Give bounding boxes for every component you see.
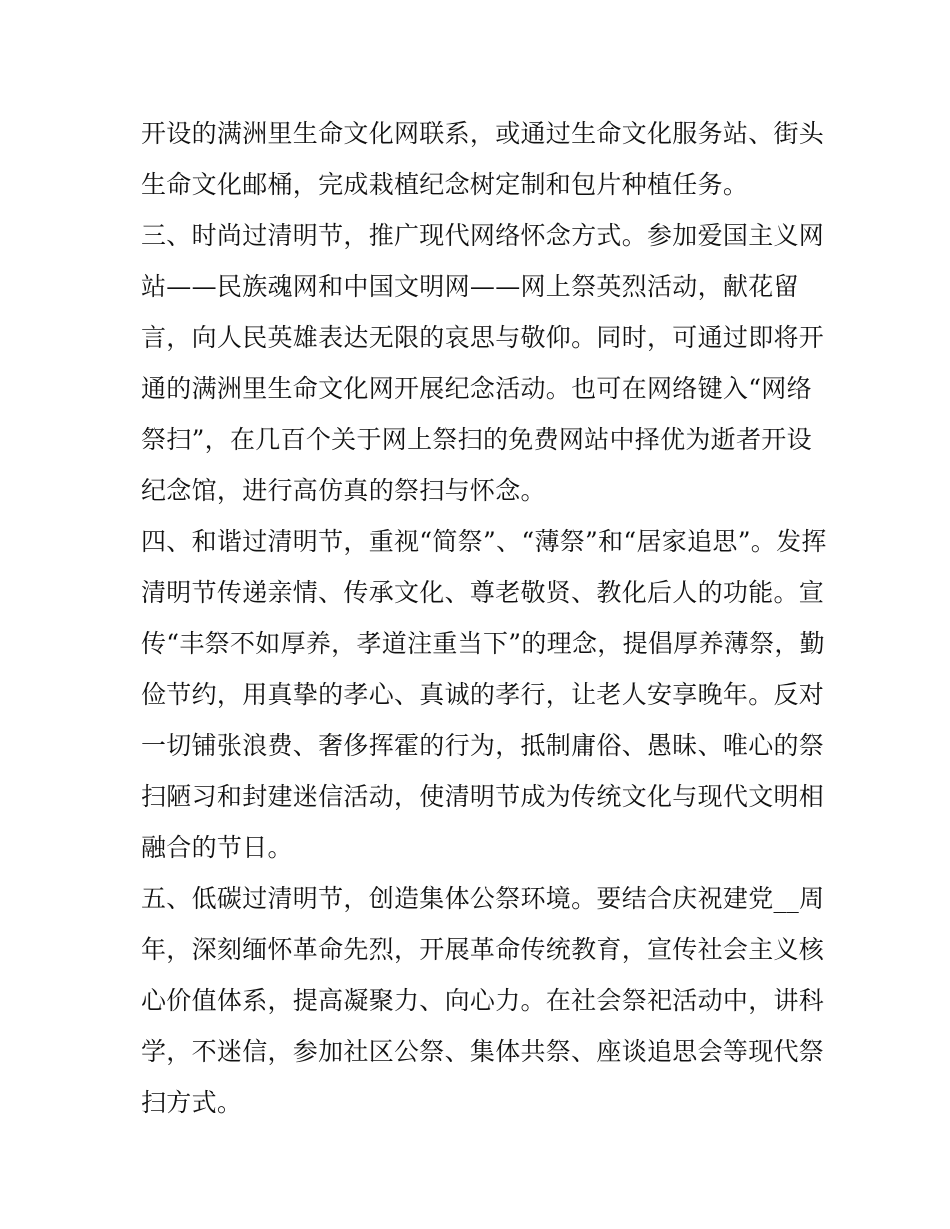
text-line: 清明节传递亲情、传承文化、尊老敬贤、教化后人的功能。宣 [141,578,825,607]
text-line: 扫方式。 [141,1088,243,1117]
text-line: 年，深刻缅怀革命先烈，开展革命传统教育，宣传社会主义核 [141,935,825,964]
text-line: 开设的满洲里生命文化网联系，或通过生命文化服务站、街头 [141,119,825,148]
text-line: 生命文化邮桶，完成栽植纪念树定制和包片种植任务。 [141,170,749,199]
text-line: 站——民族魂网和中国文明网——网上祭英烈活动，献花留 [141,272,799,301]
text-line: 学，不迷信，参加社区公祭、集体共祭、座谈追思会等现代祭 [141,1037,825,1066]
text-line: 扫陋习和封建迷信活动，使清明节成为传统文化与现代文明相 [141,782,825,811]
body-text [141,108,827,1128]
text-line: 通的满洲里生命文化网开展纪念活动。也可在网络键入“网络 [141,374,812,403]
text-line: 心价值体系，提高凝聚力、向心力。在社会祭祀活动中，讲科 [141,986,825,1015]
text-line: 传“丰祭不如厚养，孝道注重当下”的理念，提倡厚养薄祭，勤 [141,629,825,658]
text-line: 四、和谐过清明节，重视“简祭”、“薄祭”和“居家追思”。发挥 [141,527,827,556]
text-line: 俭节约，用真挚的孝心、真诚的孝行，让老人安享晚年。反对 [141,680,825,709]
text-line: 言，向人民英雄表达无限的哀思与敬仰。同时，可通过即将开 [141,323,825,352]
text-line: 五、低碳过清明节，创造集体公祭环境。要结合庆祝建党__周 [141,884,825,913]
text-line: 纪念馆，进行高仿真的祭扫与怀念。 [141,476,546,505]
text-line: 祭扫”，在几百个关于网上祭扫的免费网站中择优为逝者开设 [141,425,812,454]
text-line: 一切铺张浪费、奢侈挥霍的行为，抵制庸俗、愚昧、唯心的祭 [141,731,825,760]
text-line: 三、时尚过清明节，推广现代网络怀念方式。参加爱国主义网 [141,221,825,250]
text-line: 融合的节日。 [141,833,293,862]
